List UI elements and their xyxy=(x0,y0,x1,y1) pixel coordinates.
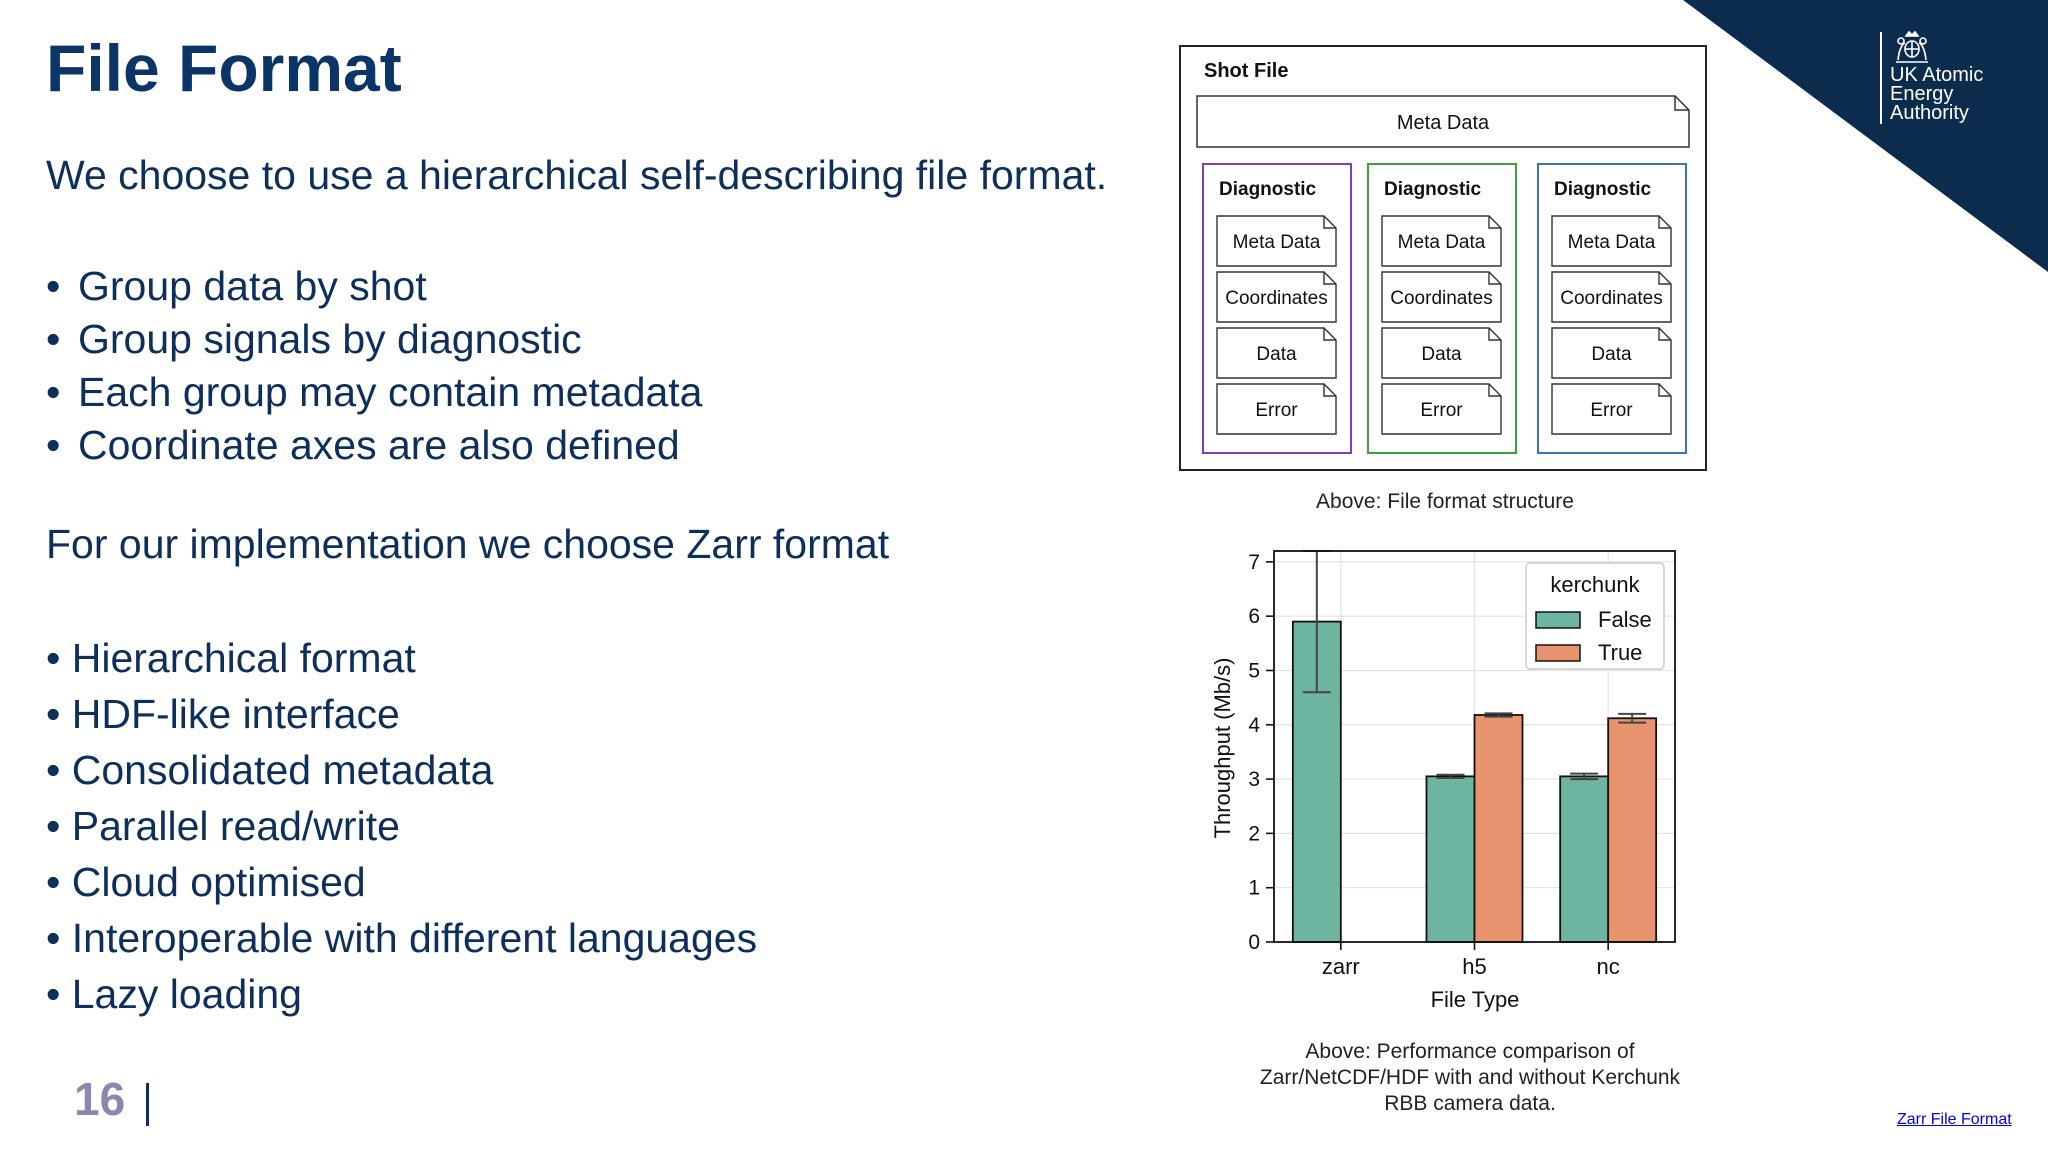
legend-title: kerchunk xyxy=(1550,572,1640,597)
y-tick-label: 1 xyxy=(1248,876,1260,900)
bar xyxy=(1608,718,1656,942)
shot-meta-label: Meta Data xyxy=(1396,112,1490,134)
list-item-text: Each group may contain metadata xyxy=(78,369,703,415)
page-number-divider xyxy=(146,1083,149,1126)
zarr-file-format-link[interactable]: Zarr File Format xyxy=(1897,1111,2012,1128)
bullet-marker: • xyxy=(46,369,61,415)
document-label: Coordinates xyxy=(1390,288,1493,309)
document-label: Data xyxy=(1591,344,1632,365)
feature-list xyxy=(46,260,703,472)
y-tick-label: 0 xyxy=(1248,931,1260,954)
list-item: • Interoperable with different languages xyxy=(46,915,758,961)
list-item xyxy=(46,366,703,419)
y-tick-label: 7 xyxy=(1248,550,1260,574)
page-number: 16 xyxy=(74,1073,126,1125)
shot-meta-box xyxy=(1197,96,1689,147)
logo-line: Energy xyxy=(1890,83,1954,105)
document-label: Data xyxy=(1421,344,1462,365)
document-label: Error xyxy=(1255,400,1298,421)
document-box xyxy=(1552,328,1671,378)
throughput-chart xyxy=(1200,535,1700,1015)
x-tick-label: h5 xyxy=(1462,954,1487,979)
y-tick-label: 4 xyxy=(1248,713,1260,737)
document-box xyxy=(1217,216,1336,266)
document-box xyxy=(1382,272,1501,322)
list-item-text: Coordinate axes are also defined xyxy=(78,422,680,468)
document-box xyxy=(1217,328,1336,378)
chart-caption xyxy=(1200,1039,1740,1117)
x-tick-label: zarr xyxy=(1321,954,1360,979)
diagnostic-group-title: Diagnostic xyxy=(1219,179,1317,200)
bullet-marker: • xyxy=(46,422,61,468)
list-item: • Lazy loading xyxy=(46,971,302,1017)
bar xyxy=(1427,776,1475,942)
document-box xyxy=(1217,272,1336,322)
logo-line: Authority xyxy=(1890,102,1969,124)
document-label: Coordinates xyxy=(1560,288,1663,309)
caption-line: Above: Performance comparison of xyxy=(1305,1040,1635,1063)
y-tick-label: 2 xyxy=(1248,822,1260,846)
document-box xyxy=(1552,272,1671,322)
list-item: • Hierarchical format xyxy=(46,635,416,681)
document-label: Data xyxy=(1256,344,1297,365)
zarr-subheading: For our implementation we choose Zarr format xyxy=(46,521,890,567)
list-item-text: Group signals by diagnostic xyxy=(78,316,582,362)
royal-crest-icon xyxy=(1890,30,1934,64)
document-box xyxy=(1552,384,1671,434)
bullet-marker: • xyxy=(46,263,61,309)
intro-text: We choose to use a hierarchical self-describing file format. xyxy=(46,152,1108,198)
document-box xyxy=(1382,216,1501,266)
diagnostic-group-title: Diagnostic xyxy=(1554,179,1652,200)
list-item: • Cloud optimised xyxy=(46,859,366,905)
list-item xyxy=(46,313,703,366)
document-label: Meta Data xyxy=(1567,232,1656,253)
caption-line: RBB camera data. xyxy=(1384,1092,1556,1115)
y-tick-label: 3 xyxy=(1248,768,1260,792)
document-label: Error xyxy=(1420,400,1463,421)
diagnostic-group xyxy=(1203,164,1351,453)
logo-line: UK Atomic xyxy=(1890,64,1984,86)
document-label: Meta Data xyxy=(1232,232,1321,253)
legend-label: False xyxy=(1598,607,1652,632)
document-label: Meta Data xyxy=(1397,232,1486,253)
ukaea-logo xyxy=(1868,28,2038,128)
list-item-text: Group data by shot xyxy=(78,263,427,309)
document-box xyxy=(1552,216,1671,266)
legend-swatch xyxy=(1536,612,1580,628)
legend-label: True xyxy=(1598,640,1643,665)
bullet-marker: • xyxy=(46,316,61,362)
bar xyxy=(1560,776,1608,942)
bar xyxy=(1475,715,1523,942)
logo-divider xyxy=(1880,32,1882,124)
file-structure-diagram xyxy=(1178,44,1710,474)
list-item: • HDF-like interface xyxy=(46,691,400,737)
legend-swatch xyxy=(1536,645,1580,661)
logo-wordmark xyxy=(1890,66,1983,123)
list-item: • Consolidated metadata xyxy=(46,747,494,793)
list-item xyxy=(46,419,703,472)
y-axis-label: Throughput (Mb/s) xyxy=(1210,657,1235,839)
diagnostic-group-title: Diagnostic xyxy=(1384,179,1482,200)
shot-file-title: Shot File xyxy=(1204,60,1289,82)
x-axis-label: File Type xyxy=(1430,987,1520,1012)
document-label: Error xyxy=(1590,400,1633,421)
zarr-feature-list xyxy=(46,630,757,1022)
document-label: Coordinates xyxy=(1225,288,1328,309)
document-box xyxy=(1382,328,1501,378)
x-tick-label: nc xyxy=(1596,954,1620,979)
list-item xyxy=(46,260,703,313)
diagnostic-group xyxy=(1368,164,1516,453)
slide-title: File Format xyxy=(46,31,402,105)
diagram-caption: Above: File format structure xyxy=(1316,490,1574,513)
list-item: • Parallel read/write xyxy=(46,803,400,849)
diagnostic-group xyxy=(1538,164,1686,453)
y-tick-label: 5 xyxy=(1248,659,1260,683)
document-box xyxy=(1217,384,1336,434)
document-box xyxy=(1382,384,1501,434)
y-tick-label: 6 xyxy=(1248,605,1260,629)
caption-line: Zarr/NetCDF/HDF with and without Kerchunk xyxy=(1259,1066,1681,1089)
